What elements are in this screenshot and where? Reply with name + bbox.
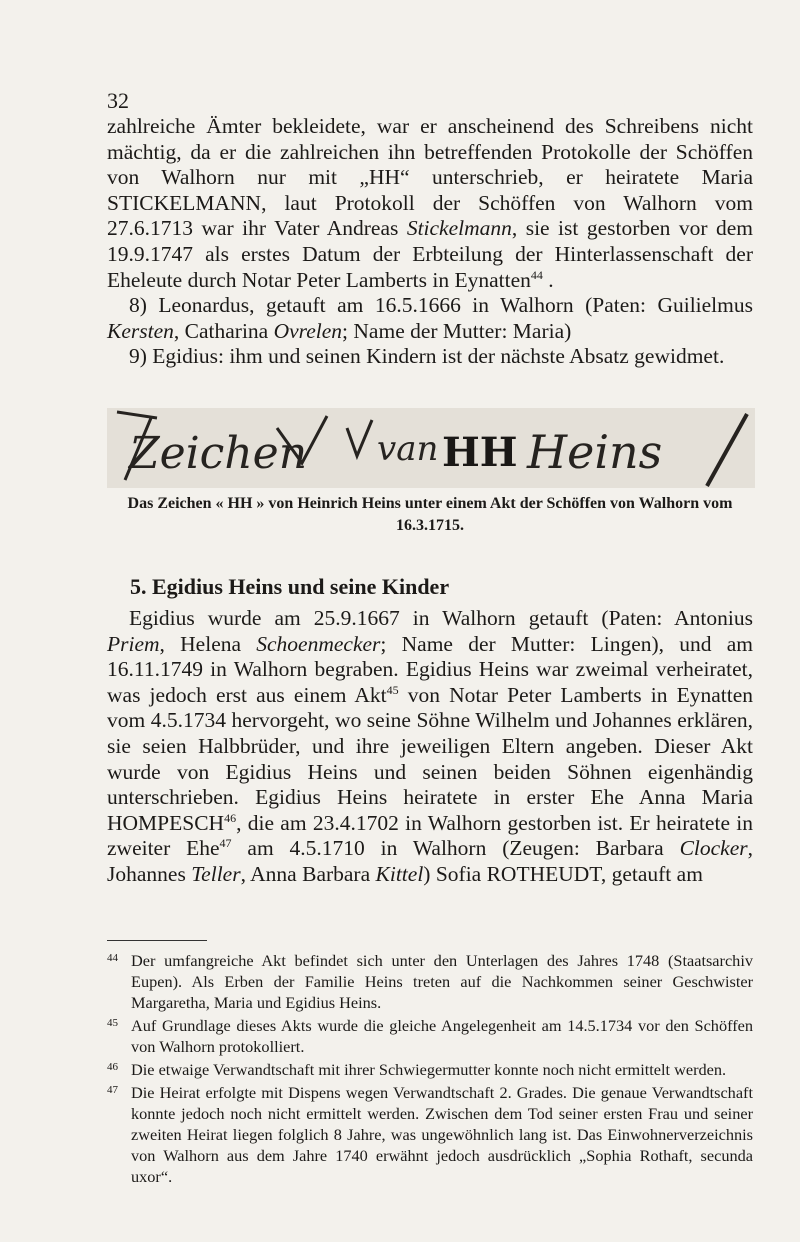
footnote-text: Auf Grundlage dieses Akts wurde die gleiche Angelegenheit am 14.5.1734 vor den Schöffen von Walhorn protokolliert. (131, 1016, 753, 1056)
italic-name: Clocker (679, 836, 748, 861)
text-run: 8) Leonardus, getauft am 16.5.1666 in Walhorn (Paten: Guilielmus (129, 293, 753, 318)
footnote-ref: 45 (386, 682, 399, 697)
text-run: ; Name der Mutter: Maria) (342, 318, 572, 343)
paragraph-continuation (107, 114, 753, 293)
text-run: , Anna Barbara (240, 861, 376, 886)
footnote-ref: 47 (219, 836, 232, 851)
footnote-number: 44 (107, 952, 118, 964)
paragraph-leonardus (107, 293, 753, 344)
signature-word-left: Zeichen (129, 428, 308, 479)
footnote-divider (107, 940, 207, 941)
footnote-number: 47 (107, 1084, 118, 1096)
image-caption: Das Zeichen « HH » von Heinrich Heins unter einem Akt der Schöffen von Walhorn vom 16.3.1715. (127, 495, 733, 534)
italic-name: Stickelmann (406, 216, 512, 241)
italic-name: Kersten (107, 318, 174, 343)
section-heading: 5. Egidius Heins und seine Kinder (130, 574, 450, 599)
text-run: , Helena (159, 631, 257, 656)
footnote (107, 1015, 753, 1057)
footnote (107, 950, 753, 1013)
footnote-number: 45 (107, 1017, 118, 1029)
paragraph-egidius: 9) Egidius: ihm und seinen Kindern ist der nächste Absatz gewidmet. (129, 344, 725, 369)
italic-name: Schoenmecker (256, 631, 381, 656)
paragraph-egidius-body (107, 606, 753, 888)
footnote-text: Der umfangreiche Akt befindet sich unter den Unterlagen des Jahres 1748 (Staatsarchiv Eupen). Als Erben der Familie Heins treten auf die Nachkommen seiner Geschwister Margaretha, Maria und Egidius Heins. (131, 951, 753, 1012)
footnote-number: 46 (107, 1061, 118, 1073)
footnote-text: Die etwaige Verwandtschaft mit ihrer Schwiegermutter konnte noch nicht ermittelt werden. (131, 1060, 727, 1079)
footnote (107, 1059, 753, 1080)
footnote-ref: 44 (530, 267, 543, 282)
footnote-text: Die Heirat erfolgte mit Dispens wegen Verwandtschaft 2. Grades. Die genaue Verwandtschaft konnte jedoch noch nicht ermittelt werden. Zwischen dem Tod seiner ersten Frau und seiner zweiten Heirat liegen folglich 8 Jahre, was ungewöhnlich lang ist. Das Einwohnerverzeichnis von Walhorn aus dem Jahre 1740 erwähnt jedoch ausdrücklich „Sophia Rothaft, secunda uxor“. (131, 1083, 753, 1186)
footnote-ref: 46 (224, 810, 237, 825)
text-run: ; Name der Mutter: Lingen), und am 16.11.1749 in Walhorn begraben. Egidius Heins war zweimal verheiratet, was jedoch erst aus einem Akt (107, 631, 753, 707)
section-body (107, 606, 753, 888)
footnotes (107, 950, 753, 1189)
text-run: , die am 23.4.1702 in Walhorn gestorben ist. Er heiratete in zweiter Ehe (107, 810, 753, 861)
signature-drawing (107, 408, 755, 488)
italic-name: Teller (191, 861, 241, 886)
footnote (107, 1082, 753, 1187)
text-run: Egidius wurde am 25.9.1667 in Walhorn getauft (Paten: Antonius (129, 606, 753, 630)
italic-name: Ovrelen (273, 318, 343, 343)
page-number: 32 (107, 88, 129, 113)
signature-word-right: Heins (527, 425, 663, 479)
italic-name: Kittel (375, 861, 424, 886)
signature-word-mid: van (377, 429, 439, 469)
signature-image (107, 408, 755, 488)
text-run: , Catharina (173, 318, 274, 343)
signature-mark-hh: HH (442, 429, 518, 476)
top-text-block (107, 114, 753, 370)
text-run: ) Sofia ROTHEUDT, getauft am (423, 861, 703, 886)
text-run: zahlreiche Ämter bekleidete, war er anscheinend des Schreibens nicht mächtig, da er die zahlreichen ihn betreffenden Protokolle der Schöffen von Walhorn nur mit „HH“ unterschrieb, er heiratete Maria STICKELMANN, laut Protokoll der Schöffen von Walhorn vom 27.6.1713 war ihr Vater Andreas (107, 114, 753, 241)
text-run: , Johannes (107, 836, 753, 886)
text-run: , sie ist gestorben vor dem 19.9.1747 als erstes Datum der Erbteilung der Hinterlassenschaft der Eheleute durch Notar Peter Lamberts in Eynatten (107, 216, 753, 292)
text-run: . (542, 267, 554, 292)
italic-name: Priem (107, 631, 160, 656)
text-run: von Notar Peter Lamberts in Eynatten vom 4.5.1734 hervorgeht, wo seine Söhne Wilhelm und Johannes erklären, sie seien Halbbrüder, und ihre jeweiligen Eltern angeben. Dieser Akt wurde von Egidius Heins und seinen beiden Söhnen eigenhändig unterschrieben. Egidius Heins heiratete in erster Ehe Anna Maria HOMPESCH (107, 682, 753, 835)
text-run: am 4.5.1710 in Walhorn (Zeugen: Barbara (231, 836, 680, 861)
